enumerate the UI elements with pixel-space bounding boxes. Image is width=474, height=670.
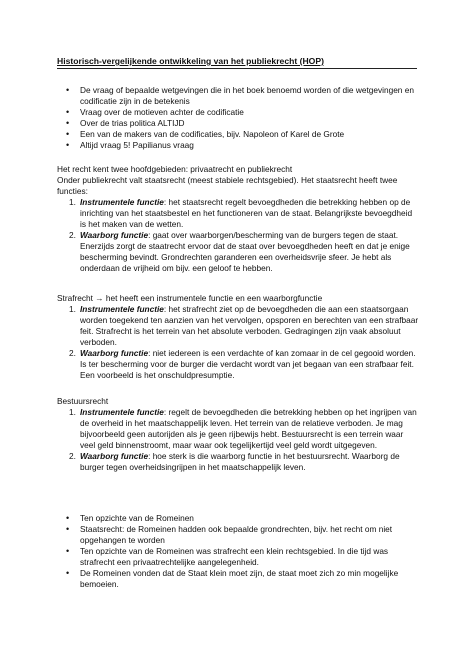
list-item bbox=[57, 304, 419, 348]
list-item bbox=[57, 451, 419, 473]
document-title: Historisch-vergelijkende ontwikkeling van het publiekrecht (HOP) bbox=[57, 56, 324, 66]
section-heading-bestuursrecht: Bestuursrecht bbox=[57, 396, 109, 406]
list-item bbox=[57, 407, 419, 451]
list-item: • Altijd vraag 5! Papilianus vraag bbox=[57, 140, 419, 151]
term-label: Waarborg functie bbox=[80, 230, 149, 240]
paragraph-hoofdgebieden: Het recht kent twee hoofdgebieden: privaatrecht en publiekrecht bbox=[57, 164, 293, 174]
intro-bullet-list bbox=[57, 85, 419, 151]
term-label: Instrumentele functie bbox=[80, 304, 164, 314]
list-item bbox=[57, 348, 419, 381]
term-label: Instrumentele functie bbox=[80, 197, 164, 207]
item-text: : regelt de bevoegdheden die betrekking hebben op het ingrijpen van de overheid in het maatschappelijk leven. Het terrein van de relatieve verboden. Je mag bijvoorbeeld geen autorijden als je geen rijbewijs hebt. Bestuursrecht is een terrein waar veel geld binnenstroomt, maar waar ook tegelijkertijd veel geld wordt uitgegeven. bbox=[80, 407, 417, 450]
item-number: 1. bbox=[69, 407, 76, 417]
title-underline-rule bbox=[57, 68, 417, 69]
list-item: • Een van de makers van de codificaties, bijv. Napoleon of Karel de Grote bbox=[57, 129, 419, 140]
list-item: • Ten opzichte van de Romeinen bbox=[57, 513, 419, 524]
list-item: • Ten opzichte van de Romeinen was strafrecht een klein rechtsgebied. In die tijd was strafrecht een privaatrechtelijke aangelegenheid. bbox=[57, 546, 419, 568]
item-number: 2. bbox=[69, 451, 76, 461]
paragraph-publiekrecht: Onder publiekrecht valt staatsrecht (meest stabiele rechtsgebied). Het staatsrecht heeft twee functies: bbox=[57, 175, 398, 196]
item-number: 2. bbox=[69, 230, 76, 240]
item-text: : hoe sterk is die waarborg functie in het bestuursrecht. Waarborg de burger tegen overheidsingrijpen in het maatschappelijk leven. bbox=[80, 451, 400, 472]
bestuursrecht-section bbox=[57, 396, 419, 473]
list-item: • Over de trias politica ALTIJD bbox=[57, 118, 419, 129]
item-text: : niet iedereen is een verdachte of kan zomaar in de cel gegooid worden. Is ter bescherming voor de burger die verdacht wordt van jet begaan van een strafbaar feit. Een voorbeeld is het onschuldpresumptie. bbox=[80, 348, 416, 380]
list-item: • Staatsrecht: de Romeinen hadden ook bepaalde grondrechten, bijv. het recht om niet opgehangen te worden bbox=[57, 524, 419, 546]
bestuursrecht-numbered-list bbox=[57, 407, 419, 473]
item-text: : het strafrecht ziet op de bevoegdheden die aan een staatsorgaan worden toegekend ten aanzien van het vervolgen, opsporen en berechten van een strafbaar feit. Strafrecht is het terrein van het absolute verboden. Gedragingen zijn vaak absoluut verboden. bbox=[80, 304, 419, 347]
item-number: 1. bbox=[69, 304, 76, 314]
term-label: Waarborg functie bbox=[80, 348, 149, 358]
item-text: : gaat over waarborgen/bescherming van de burgers tegen de staat. Enerzijds zorgt de staatrecht ervoor dat de staat over bevoegdheden heeft en dat je enige bescherming bevindt. Grondrechten garanderen een overheidsvrije sfeer. Je hebt als onderdaan de vrijheid om bijv. een geloof te hebben. bbox=[80, 230, 410, 273]
item-number: 2. bbox=[69, 348, 76, 358]
list-item: • De Romeinen vonden dat de Staat klein moet zijn, de staat moet zich zo min mogelijke bemoeien. bbox=[57, 568, 419, 590]
staatsrecht-section bbox=[57, 164, 419, 274]
item-number: 1. bbox=[69, 197, 76, 207]
list-item: • Vraag over de motieven achter de codificatie bbox=[57, 107, 419, 118]
section-heading-strafrecht: Strafrecht → het heeft een instrumentele functie en een waarborgfunctie bbox=[57, 293, 323, 303]
strafrecht-section bbox=[57, 293, 419, 381]
list-item bbox=[57, 197, 419, 230]
romeinen-bullet-list bbox=[57, 513, 419, 590]
list-item: • De vraag of bepaalde wetgevingen die in het boek benoemd worden of die wetgevingen en codificatie zijn in de betekenis bbox=[57, 85, 419, 107]
list-item bbox=[57, 230, 419, 274]
strafrecht-numbered-list bbox=[57, 304, 419, 381]
term-label: Waarborg functie bbox=[80, 451, 149, 461]
term-label: Instrumentele functie bbox=[80, 407, 164, 417]
staatsrecht-numbered-list bbox=[57, 197, 419, 274]
item-text: : het staatsrecht regelt bevoegdheden die betrekking hebben op de inrichting van het staatsbestel en het functioneren van de staat. Belangrijkste bevoegdheid is het maken van de wetten. bbox=[80, 197, 413, 229]
